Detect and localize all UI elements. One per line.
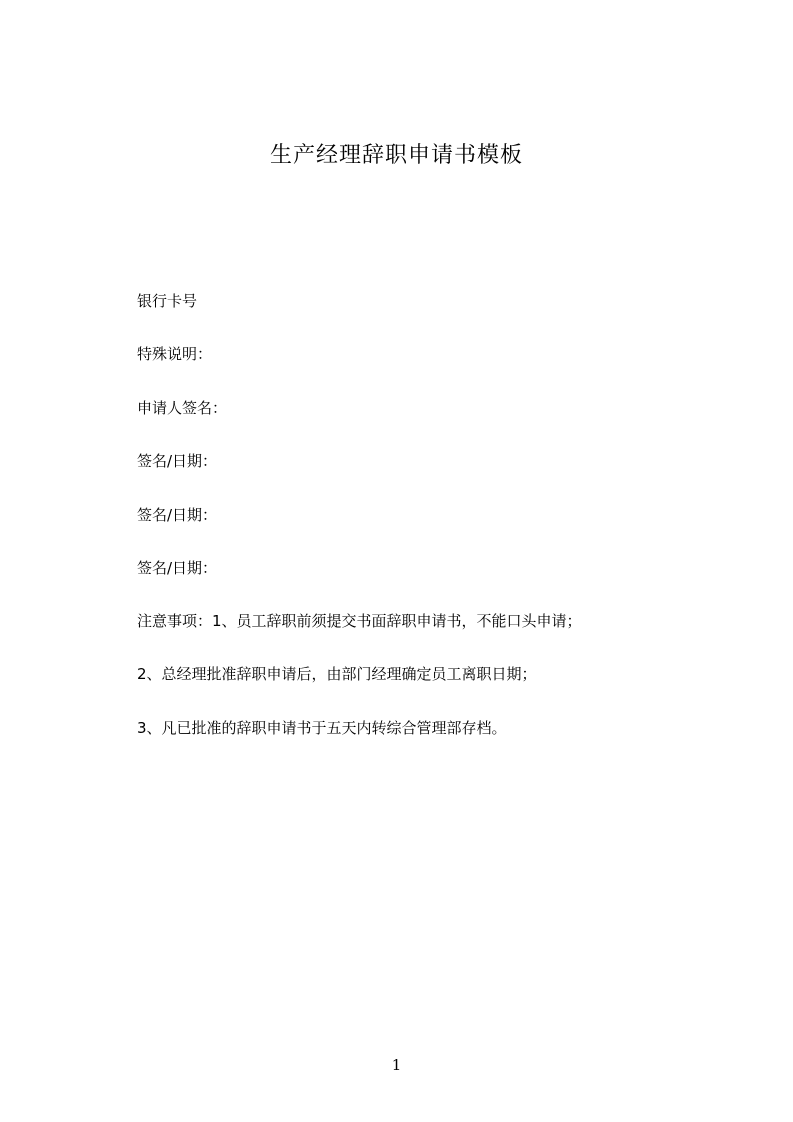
notice-item-1: 注意事项：1、员工辞职前须提交书面辞职申请书，不能口头申请； [137, 612, 582, 630]
notice-item-3: 3、凡已批准的辞职申请书于五天内转综合管理部存档。 [137, 719, 507, 737]
document-title: 生产经理辞职申请书模板 [269, 143, 523, 168]
page-number: 1 [391, 1056, 402, 1074]
signature-date-label: 签名/日期： [137, 452, 218, 470]
signature-date-label: 签名/日期： [137, 506, 218, 524]
bank-card-label: 银行卡号 [137, 292, 198, 310]
special-notes-label: 特殊说明： [137, 345, 213, 363]
applicant-signature-label: 申请人签名： [137, 399, 228, 417]
signature-date-label: 签名/日期： [137, 559, 218, 577]
notice-item-2: 2、总经理批准辞职申请后，由部门经理确定员工离职日期； [137, 665, 537, 683]
